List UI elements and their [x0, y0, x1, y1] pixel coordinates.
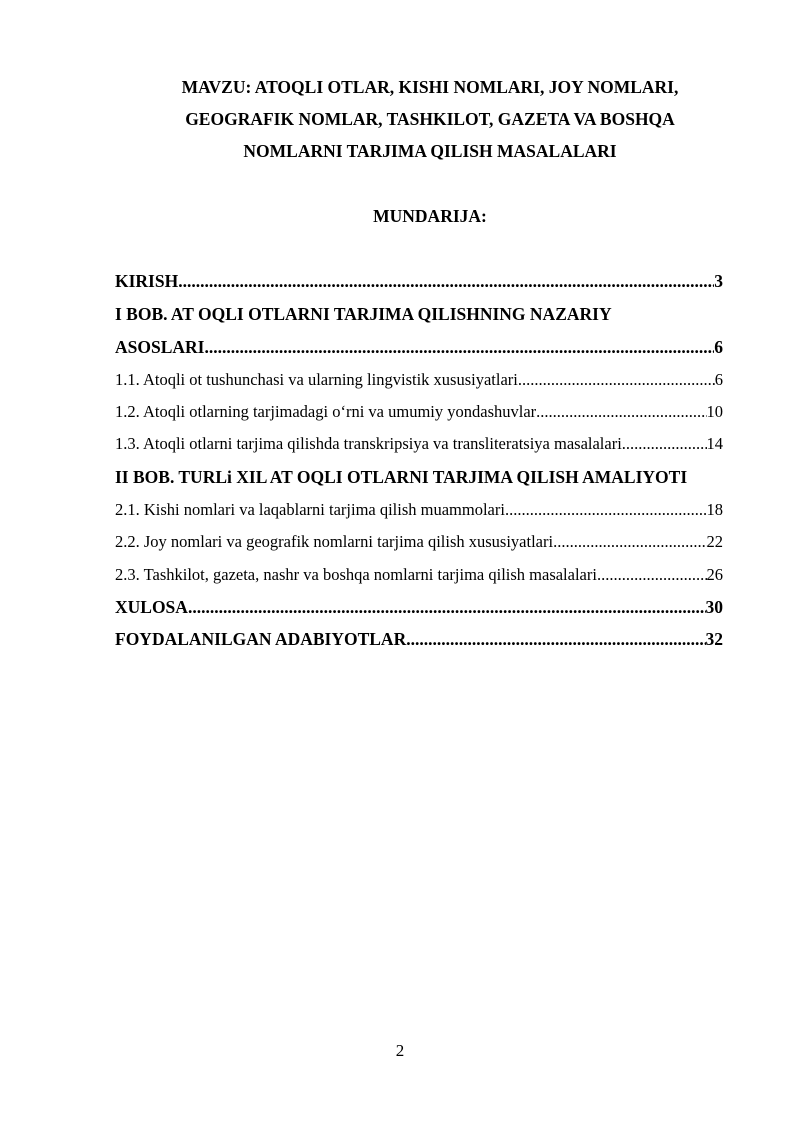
toc-page-number: 18 [706, 500, 723, 519]
contents-heading: MUNDARIJA: [373, 206, 487, 226]
leader-dots [553, 529, 706, 555]
toc-label: KIRISH [115, 271, 179, 291]
toc-label: FOYDALANILGAN ADABIYOTLAR [115, 629, 407, 649]
toc-label: 2.3. Tashkilot, gazeta, nashr va boshqa nomlarni tarjima qilish masalalari [115, 565, 597, 584]
leader-dots [204, 334, 714, 360]
leader-dots [406, 626, 705, 652]
leader-dots [178, 268, 714, 294]
toc-entry-1-2 [115, 399, 723, 425]
leader-dots [626, 431, 707, 457]
toc-entry-1-3 [115, 431, 723, 457]
leader-dots [188, 594, 706, 620]
toc-page-number: 22 [706, 532, 723, 551]
toc-label: 1.1. Atoqli ot tushunchasi va ularning lingvistik xususiyatlari [115, 370, 518, 389]
toc-label: ASOSLARI [115, 337, 205, 357]
toc-label: 1.3. Atoqli otlarni tarjima qilishda transkripsiya va transliteratsiya masalalari. [115, 434, 626, 453]
toc-page-number: 6 [714, 370, 723, 389]
title-line-3: NOMLARNI TARJIMA QILISH MASALALARI [243, 141, 617, 161]
toc-label: 1.2. Atoqli otlarning tarjimadagi o‘rni va umumiy yondashuvlar [115, 402, 537, 421]
toc-page-number: 3 [714, 271, 723, 291]
page-number: 2 [395, 1041, 405, 1060]
toc-chapter-2-title: II BOB. TURLi XIL AT OQLI OTLARNI TARJIMA QILISH AMALIYOTI [115, 467, 688, 487]
toc-entry-1-1 [115, 367, 723, 393]
toc-entry-2-3 [115, 562, 723, 588]
toc-entry-xulosa [115, 594, 723, 620]
leader-dots [536, 399, 706, 425]
toc-label: 2.1. Kishi nomlari va laqablarni tarjima qilish muammolari [115, 500, 505, 519]
toc-chapter-1-title: I BOB. AT OQLI OTLARNI TARJIMA QILISHNING NAZARIY [115, 304, 612, 324]
toc-page-number: 14 [706, 434, 723, 453]
title-line-2: GEOGRAFIK NOMLAR, TASHKILOT, GAZETA VA BOSHQA [185, 109, 675, 129]
toc-entry-chapter-1 [115, 334, 723, 360]
document-title [100, 71, 760, 167]
toc-page-number: 32 [705, 629, 723, 649]
toc-entry-2-1 [115, 497, 723, 523]
leader-dots [597, 562, 707, 588]
toc-entry-references [115, 626, 723, 652]
toc-label: 2.2. Joy nomlari va geografik nomlarni tarjima qilish xususiyatlari [115, 532, 554, 551]
title-line-1: MAVZU: ATOQLI OTLAR, KISHI NOMLARI, JOY NOMLARI, [181, 77, 679, 97]
toc-label: XULOSA [115, 597, 188, 617]
leader-dots [518, 367, 715, 393]
toc-entry-2-2 [115, 529, 723, 555]
toc-page-number: 26 [706, 565, 723, 584]
leader-dots [505, 497, 707, 523]
toc-entry-kirish [115, 268, 723, 294]
toc-page-number: 6 [714, 337, 723, 357]
toc-page-number: 10 [706, 402, 723, 421]
toc-page-number: 30 [705, 597, 723, 617]
